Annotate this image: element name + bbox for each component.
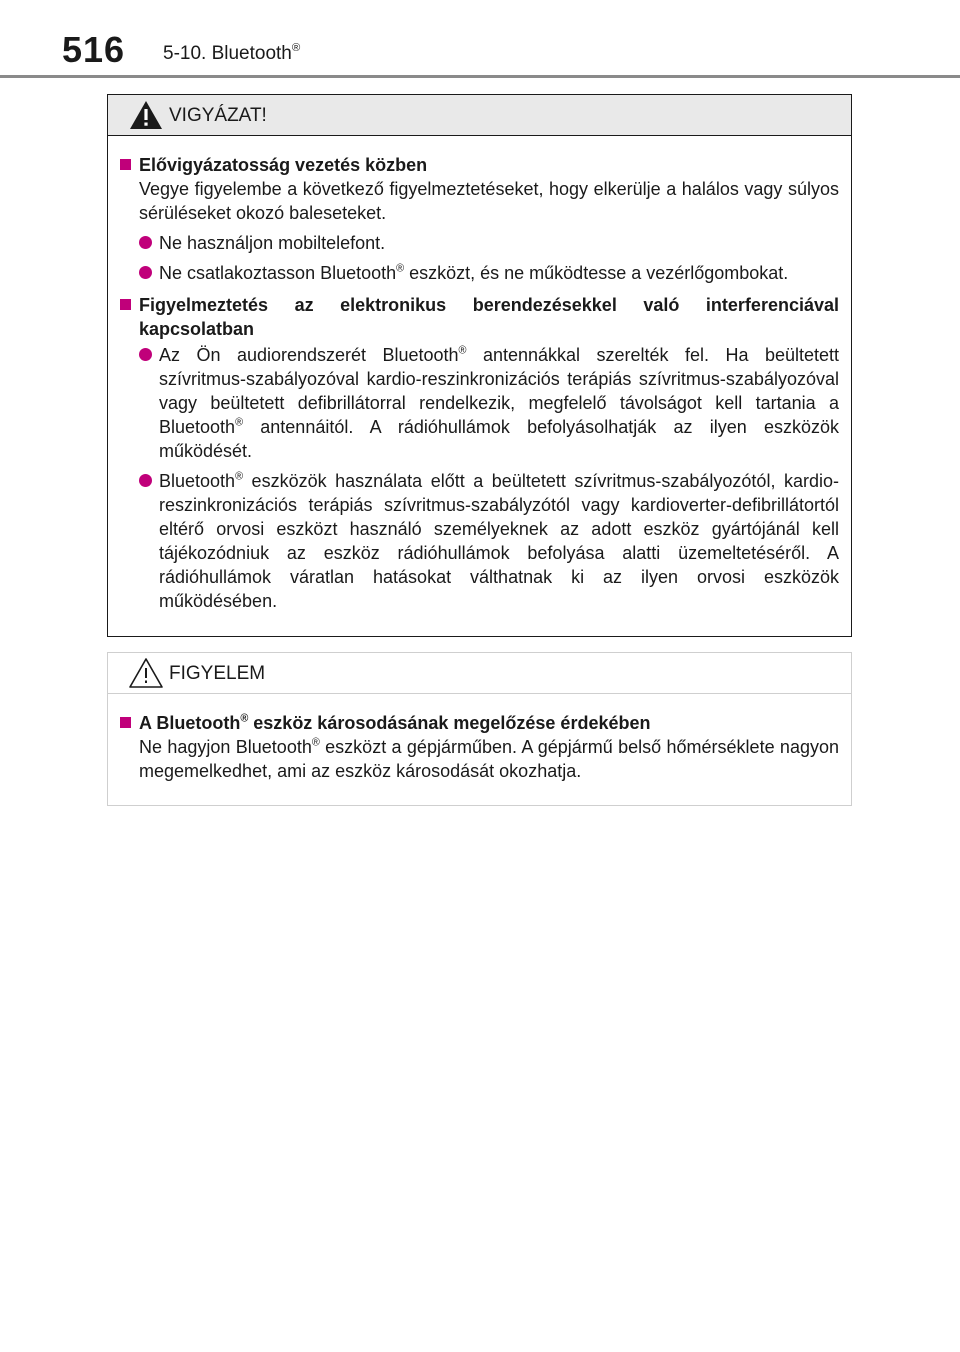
caution-label: FIGYELEM	[169, 663, 266, 684]
section-title-text: 5-10. Bluetooth	[163, 43, 292, 64]
bullet-item	[139, 261, 839, 285]
warning-section-interference	[120, 293, 839, 613]
bullet-item	[139, 231, 839, 255]
bullet-text: Az Ön audiorendszerét Bluetooth® antennákkal szerelték fel. Ha beültetett szívritmus-szabályozóval kardio-reszinkronizációs terápiás szívritmus-szabályozóval vagy beültetett defibrillátorral rendelkezik, megfelelő távolságot kell tartania a Bluetooth® antennáitól. A rádióhullámok befolyásolhatják az ilyen eszközök működését.	[159, 344, 839, 461]
round-bullet-icon	[139, 474, 152, 487]
section-heading: Elővigyázatosság vezetés közben	[139, 155, 428, 175]
warning-box-header	[108, 95, 851, 136]
square-bullet-icon	[120, 717, 131, 728]
bullet-item	[139, 469, 839, 613]
bullet-item	[139, 343, 839, 463]
bullet-text: Bluetooth® eszközök használata előtt a beültetett szívritmus-szabályozótól, kardio-reszinkronizációs terápiás szívritmus-szabályzótól vagy kardioverter-defibrillátortól eltérő orvosi eszközt használó személyeknek az adott eszköz gyártójánál kell tájékozódniuk az eszköz rádióhullámok befolyása alatti üzemeltetéséről. A rádióhullámok váratlan hatásokat válthatnak ki az ilyen orvosi eszközök működésében.	[159, 470, 839, 611]
caution-box	[107, 652, 852, 806]
warning-box	[107, 94, 852, 637]
section-text: Ne hagyjon Bluetooth® eszközt a gépjárműben. A gépjármű belső hőmérséklete nagyon megemelkedhet, ami az eszköz károsodását okozhatja.	[139, 736, 839, 781]
caution-box-header	[108, 653, 851, 694]
square-bullet-icon	[120, 159, 131, 170]
section-heading: A Bluetooth® eszköz károsodásának megelőzése érdekében	[139, 712, 651, 733]
warning-triangle-icon	[128, 98, 164, 132]
section-heading: Figyelmeztetés az elektronikus berendezésekkel való interferenciával kapcsolatban	[139, 295, 839, 339]
bullet-text: Ne használjon mobiltelefont.	[159, 233, 386, 253]
round-bullet-icon	[139, 236, 152, 249]
page-number: 516	[62, 29, 126, 70]
registered-mark: ®	[291, 42, 301, 55]
header-rule	[0, 75, 960, 78]
caution-box-body	[108, 694, 851, 783]
caution-section	[120, 711, 839, 783]
warning-section-driving	[120, 153, 839, 285]
square-bullet-icon	[120, 299, 131, 310]
bullet-text: Ne csatlakoztasson Bluetooth® eszközt, és ne működtesse a vezérlőgombokat.	[159, 262, 789, 283]
warning-label: VIGYÁZAT!	[169, 105, 267, 126]
warning-box-body	[108, 136, 851, 613]
section-text: Vegye figyelembe a következő figyelmeztetéseket, hogy elkerülje a halálos vagy súlyos sérüléseket okozó baleseteket.	[139, 179, 839, 223]
section-title	[163, 42, 300, 66]
round-bullet-icon	[139, 266, 152, 279]
page-header	[0, 0, 960, 80]
caution-triangle-icon	[128, 656, 164, 690]
round-bullet-icon	[139, 348, 152, 361]
